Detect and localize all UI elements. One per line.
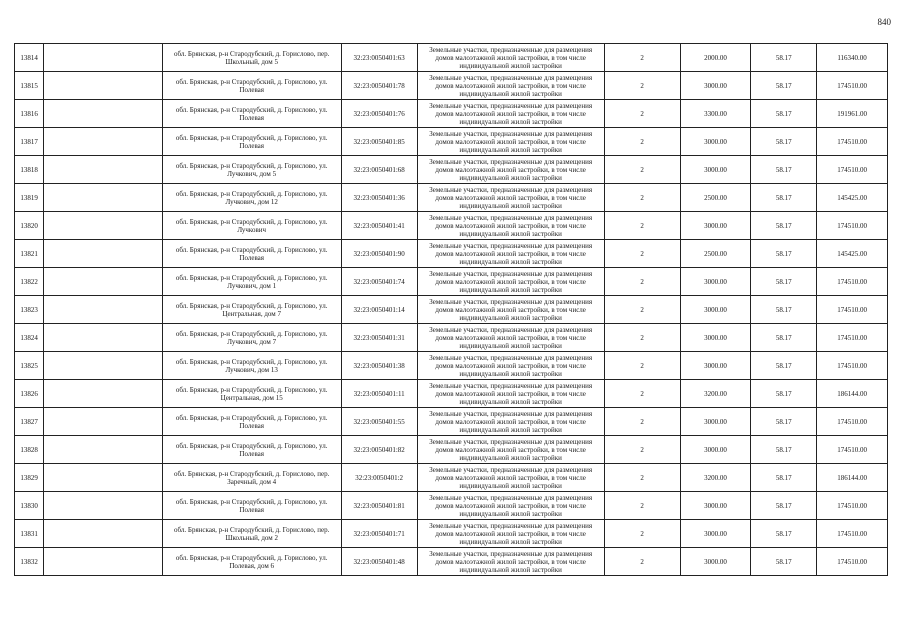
address-cell: обл. Брянская, р-н Стародубский, д. Горислово, ул. Лучкович, дом 12 — [162, 184, 341, 212]
area-cell: 3000.00 — [680, 324, 751, 352]
record-number-cell: 13814 — [15, 44, 44, 72]
cadastral-value-cell: 174510.00 — [817, 492, 888, 520]
group-cell: 2 — [604, 436, 680, 464]
group-cell: 2 — [604, 296, 680, 324]
group-cell: 2 — [604, 464, 680, 492]
table-row — [15, 296, 888, 324]
cadastral-number-cell: 32:23:0050401:74 — [341, 268, 417, 296]
table-row — [15, 464, 888, 492]
table-row — [15, 324, 888, 352]
record-number-cell: 13816 — [15, 100, 44, 128]
group-cell: 2 — [604, 128, 680, 156]
cadastral-value-cell: 174510.00 — [817, 436, 888, 464]
area-cell: 3000.00 — [680, 352, 751, 380]
address-cell: обл. Брянская, р-н Стародубский, д. Горислово, ул. Лучкович, дом 13 — [162, 352, 341, 380]
record-number-cell: 13817 — [15, 128, 44, 156]
blank-cell — [44, 296, 162, 324]
cadastral-number-cell: 32:23:0050401:48 — [341, 548, 417, 576]
blank-cell — [44, 520, 162, 548]
group-cell: 2 — [604, 520, 680, 548]
address-cell: обл. Брянская, р-н Стародубский, д. Горислово, ул. Полевая — [162, 436, 341, 464]
cadastral-number-cell: 32:23:0050401:31 — [341, 324, 417, 352]
table-row — [15, 436, 888, 464]
rate-cell: 58.17 — [751, 548, 817, 576]
group-cell: 2 — [604, 100, 680, 128]
address-cell: обл. Брянская, р-н Стародубский, д. Горислово, ул. Полевая — [162, 240, 341, 268]
permitted-use-cell: Земельные участки, предназначенные для размещения домов малоэтажной жилой застройки, в том числе индивидуальной жилой застройки — [417, 156, 604, 184]
cadastral-number-cell: 32:23:0050401:36 — [341, 184, 417, 212]
area-cell: 3000.00 — [680, 520, 751, 548]
group-cell: 2 — [604, 380, 680, 408]
address-cell: обл. Брянская, р-н Стародубский, д. Горислово, ул. Лучкович — [162, 212, 341, 240]
cadastral-number-cell: 32:23:0050401:85 — [341, 128, 417, 156]
rate-cell: 58.17 — [751, 184, 817, 212]
cadastral-value-cell: 174510.00 — [817, 324, 888, 352]
table-row — [15, 212, 888, 240]
area-cell: 2500.00 — [680, 184, 751, 212]
table-row — [15, 408, 888, 436]
group-cell: 2 — [604, 184, 680, 212]
cadastral-number-cell: 32:23:0050401:38 — [341, 352, 417, 380]
record-number-cell: 13827 — [15, 408, 44, 436]
cadastral-value-cell: 145425.00 — [817, 184, 888, 212]
area-cell: 3000.00 — [680, 212, 751, 240]
table-row — [15, 100, 888, 128]
record-number-cell: 13819 — [15, 184, 44, 212]
permitted-use-cell: Земельные участки, предназначенные для размещения домов малоэтажной жилой застройки, в том числе индивидуальной жилой застройки — [417, 408, 604, 436]
rate-cell: 58.17 — [751, 100, 817, 128]
permitted-use-cell: Земельные участки, предназначенные для размещения домов малоэтажной жилой застройки, в том числе индивидуальной жилой застройки — [417, 296, 604, 324]
cadastral-value-cell: 174510.00 — [817, 520, 888, 548]
area-cell: 3200.00 — [680, 380, 751, 408]
table-row — [15, 268, 888, 296]
table-row — [15, 184, 888, 212]
cadastral-value-cell: 191961.00 — [817, 100, 888, 128]
permitted-use-cell: Земельные участки, предназначенные для размещения домов малоэтажной жилой застройки, в том числе индивидуальной жилой застройки — [417, 380, 604, 408]
table-row — [15, 380, 888, 408]
record-number-cell: 13821 — [15, 240, 44, 268]
address-cell: обл. Брянская, р-н Стародубский, д. Горислово, пер. Школьный, дом 5 — [162, 44, 341, 72]
rate-cell: 58.17 — [751, 520, 817, 548]
cadastral-value-cell: 174510.00 — [817, 156, 888, 184]
blank-cell — [44, 184, 162, 212]
rate-cell: 58.17 — [751, 212, 817, 240]
cadastral-number-cell: 32:23:0050401:90 — [341, 240, 417, 268]
area-cell: 3000.00 — [680, 492, 751, 520]
rate-cell: 58.17 — [751, 464, 817, 492]
permitted-use-cell: Земельные участки, предназначенные для размещения домов малоэтажной жилой застройки, в том числе индивидуальной жилой застройки — [417, 72, 604, 100]
address-cell: обл. Брянская, р-н Стародубский, д. Горислово, ул. Центральная, дом 15 — [162, 380, 341, 408]
group-cell: 2 — [604, 492, 680, 520]
record-number-cell: 13831 — [15, 520, 44, 548]
area-cell: 3000.00 — [680, 268, 751, 296]
rate-cell: 58.17 — [751, 492, 817, 520]
record-number-cell: 13822 — [15, 268, 44, 296]
group-cell: 2 — [604, 240, 680, 268]
address-cell: обл. Брянская, р-н Стародубский, д. Горислово, пер. Школьный, дом 2 — [162, 520, 341, 548]
cadastral-number-cell: 32:23:0050401:68 — [341, 156, 417, 184]
area-cell: 3000.00 — [680, 436, 751, 464]
blank-cell — [44, 352, 162, 380]
cadastral-value-cell: 174510.00 — [817, 296, 888, 324]
cadastral-number-cell: 32:23:0050401:82 — [341, 436, 417, 464]
record-number-cell: 13825 — [15, 352, 44, 380]
cadastral-number-cell: 32:23:0050401:14 — [341, 296, 417, 324]
permitted-use-cell: Земельные участки, предназначенные для размещения домов малоэтажной жилой застройки, в том числе индивидуальной жилой застройки — [417, 436, 604, 464]
cadastral-number-cell: 32:23:0050401:81 — [341, 492, 417, 520]
address-cell: обл. Брянская, р-н Стародубский, д. Горислово, ул. Полевая — [162, 408, 341, 436]
cadastral-number-cell: 32:23:0050401:2 — [341, 464, 417, 492]
blank-cell — [44, 72, 162, 100]
blank-cell — [44, 128, 162, 156]
cadastral-number-cell: 32:23:0050401:78 — [341, 72, 417, 100]
land-plot-table — [14, 43, 888, 576]
table-row — [15, 240, 888, 268]
permitted-use-cell: Земельные участки, предназначенные для размещения домов малоэтажной жилой застройки, в том числе индивидуальной жилой застройки — [417, 240, 604, 268]
table-row — [15, 72, 888, 100]
area-cell: 3000.00 — [680, 128, 751, 156]
blank-cell — [44, 464, 162, 492]
record-number-cell: 13828 — [15, 436, 44, 464]
cadastral-number-cell: 32:23:0050401:41 — [341, 212, 417, 240]
address-cell: обл. Брянская, р-н Стародубский, д. Горислово, пер. Заречный, дом 4 — [162, 464, 341, 492]
cadastral-value-cell: 145425.00 — [817, 240, 888, 268]
cadastral-value-cell: 174510.00 — [817, 548, 888, 576]
blank-cell — [44, 324, 162, 352]
area-cell: 3200.00 — [680, 464, 751, 492]
area-cell: 3000.00 — [680, 548, 751, 576]
area-cell: 3300.00 — [680, 100, 751, 128]
cadastral-value-cell: 174510.00 — [817, 408, 888, 436]
address-cell: обл. Брянская, р-н Стародубский, д. Горислово, ул. Лучкович, дом 1 — [162, 268, 341, 296]
record-number-cell: 13823 — [15, 296, 44, 324]
rate-cell: 58.17 — [751, 352, 817, 380]
permitted-use-cell: Земельные участки, предназначенные для размещения домов малоэтажной жилой застройки, в том числе индивидуальной жилой застройки — [417, 464, 604, 492]
rate-cell: 58.17 — [751, 408, 817, 436]
group-cell: 2 — [604, 324, 680, 352]
address-cell: обл. Брянская, р-н Стародубский, д. Горислово, ул. Полевая — [162, 128, 341, 156]
permitted-use-cell: Земельные участки, предназначенные для размещения домов малоэтажной жилой застройки, в том числе индивидуальной жилой застройки — [417, 44, 604, 72]
rate-cell: 58.17 — [751, 380, 817, 408]
rate-cell: 58.17 — [751, 156, 817, 184]
record-number-cell: 13830 — [15, 492, 44, 520]
blank-cell — [44, 548, 162, 576]
area-cell: 3000.00 — [680, 156, 751, 184]
record-number-cell: 13820 — [15, 212, 44, 240]
area-cell: 3000.00 — [680, 408, 751, 436]
table-body — [15, 44, 888, 576]
blank-cell — [44, 268, 162, 296]
cadastral-value-cell: 174510.00 — [817, 212, 888, 240]
record-number-cell: 13829 — [15, 464, 44, 492]
permitted-use-cell: Земельные участки, предназначенные для размещения домов малоэтажной жилой застройки, в том числе индивидуальной жилой застройки — [417, 324, 604, 352]
rate-cell: 58.17 — [751, 324, 817, 352]
table-row — [15, 128, 888, 156]
blank-cell — [44, 100, 162, 128]
cadastral-value-cell: 174510.00 — [817, 268, 888, 296]
permitted-use-cell: Земельные участки, предназначенные для размещения домов малоэтажной жилой застройки, в том числе индивидуальной жилой застройки — [417, 268, 604, 296]
area-cell: 2500.00 — [680, 240, 751, 268]
permitted-use-cell: Земельные участки, предназначенные для размещения домов малоэтажной жилой застройки, в том числе индивидуальной жилой застройки — [417, 212, 604, 240]
address-cell: обл. Брянская, р-н Стародубский, д. Горислово, ул. Полевая — [162, 100, 341, 128]
cadastral-value-cell: 186144.00 — [817, 464, 888, 492]
cadastral-number-cell: 32:23:0050401:76 — [341, 100, 417, 128]
blank-cell — [44, 492, 162, 520]
permitted-use-cell: Земельные участки, предназначенные для размещения домов малоэтажной жилой застройки, в том числе индивидуальной жилой застройки — [417, 352, 604, 380]
cadastral-value-cell: 174510.00 — [817, 72, 888, 100]
permitted-use-cell: Земельные участки, предназначенные для размещения домов малоэтажной жилой застройки, в том числе индивидуальной жилой застройки — [417, 520, 604, 548]
rate-cell: 58.17 — [751, 268, 817, 296]
table-row — [15, 352, 888, 380]
address-cell: обл. Брянская, р-н Стародубский, д. Горислово, ул. Центральная, дом 7 — [162, 296, 341, 324]
blank-cell — [44, 240, 162, 268]
blank-cell — [44, 436, 162, 464]
permitted-use-cell: Земельные участки, предназначенные для размещения домов малоэтажной жилой застройки, в том числе индивидуальной жилой застройки — [417, 100, 604, 128]
record-number-cell: 13815 — [15, 72, 44, 100]
rate-cell: 58.17 — [751, 436, 817, 464]
group-cell: 2 — [604, 408, 680, 436]
table-row — [15, 492, 888, 520]
address-cell: обл. Брянская, р-н Стародубский, д. Горислово, ул. Полевая — [162, 492, 341, 520]
group-cell: 2 — [604, 352, 680, 380]
group-cell: 2 — [604, 268, 680, 296]
group-cell: 2 — [604, 156, 680, 184]
cadastral-value-cell: 116340.00 — [817, 44, 888, 72]
blank-cell — [44, 44, 162, 72]
rate-cell: 58.17 — [751, 72, 817, 100]
address-cell: обл. Брянская, р-н Стародубский, д. Горислово, ул. Полевая, дом 6 — [162, 548, 341, 576]
rate-cell: 58.17 — [751, 240, 817, 268]
group-cell: 2 — [604, 72, 680, 100]
permitted-use-cell: Земельные участки, предназначенные для размещения домов малоэтажной жилой застройки, в том числе индивидуальной жилой застройки — [417, 184, 604, 212]
record-number-cell: 13826 — [15, 380, 44, 408]
table-row — [15, 520, 888, 548]
record-number-cell: 13824 — [15, 324, 44, 352]
table-row — [15, 548, 888, 576]
area-cell: 3000.00 — [680, 296, 751, 324]
group-cell: 2 — [604, 44, 680, 72]
area-cell: 3000.00 — [680, 72, 751, 100]
blank-cell — [44, 212, 162, 240]
address-cell: обл. Брянская, р-н Стародубский, д. Горислово, ул. Лучкович, дом 5 — [162, 156, 341, 184]
record-number-cell: 13818 — [15, 156, 44, 184]
blank-cell — [44, 156, 162, 184]
area-cell: 2000.00 — [680, 44, 751, 72]
blank-cell — [44, 408, 162, 436]
cadastral-value-cell: 174510.00 — [817, 352, 888, 380]
cadastral-number-cell: 32:23:0050401:71 — [341, 520, 417, 548]
cadastral-number-cell: 32:23:0050401:55 — [341, 408, 417, 436]
cadastral-number-cell: 32:23:0050401:63 — [341, 44, 417, 72]
group-cell: 2 — [604, 212, 680, 240]
address-cell: обл. Брянская, р-н Стародубский, д. Горислово, ул. Лучкович, дом 7 — [162, 324, 341, 352]
permitted-use-cell: Земельные участки, предназначенные для размещения домов малоэтажной жилой застройки, в том числе индивидуальной жилой застройки — [417, 492, 604, 520]
address-cell: обл. Брянская, р-н Стародубский, д. Горислово, ул. Полевая — [162, 72, 341, 100]
rate-cell: 58.17 — [751, 44, 817, 72]
cadastral-number-cell: 32:23:0050401:11 — [341, 380, 417, 408]
permitted-use-cell: Земельные участки, предназначенные для размещения домов малоэтажной жилой застройки, в том числе индивидуальной жилой застройки — [417, 128, 604, 156]
page-number: 840 — [877, 17, 891, 27]
permitted-use-cell: Земельные участки, предназначенные для размещения домов малоэтажной жилой застройки, в том числе индивидуальной жилой застройки — [417, 548, 604, 576]
cadastral-value-cell: 186144.00 — [817, 380, 888, 408]
record-number-cell: 13832 — [15, 548, 44, 576]
blank-cell — [44, 380, 162, 408]
table-row — [15, 44, 888, 72]
group-cell: 2 — [604, 548, 680, 576]
rate-cell: 58.17 — [751, 128, 817, 156]
rate-cell: 58.17 — [751, 296, 817, 324]
cadastral-value-cell: 174510.00 — [817, 128, 888, 156]
table-row — [15, 156, 888, 184]
